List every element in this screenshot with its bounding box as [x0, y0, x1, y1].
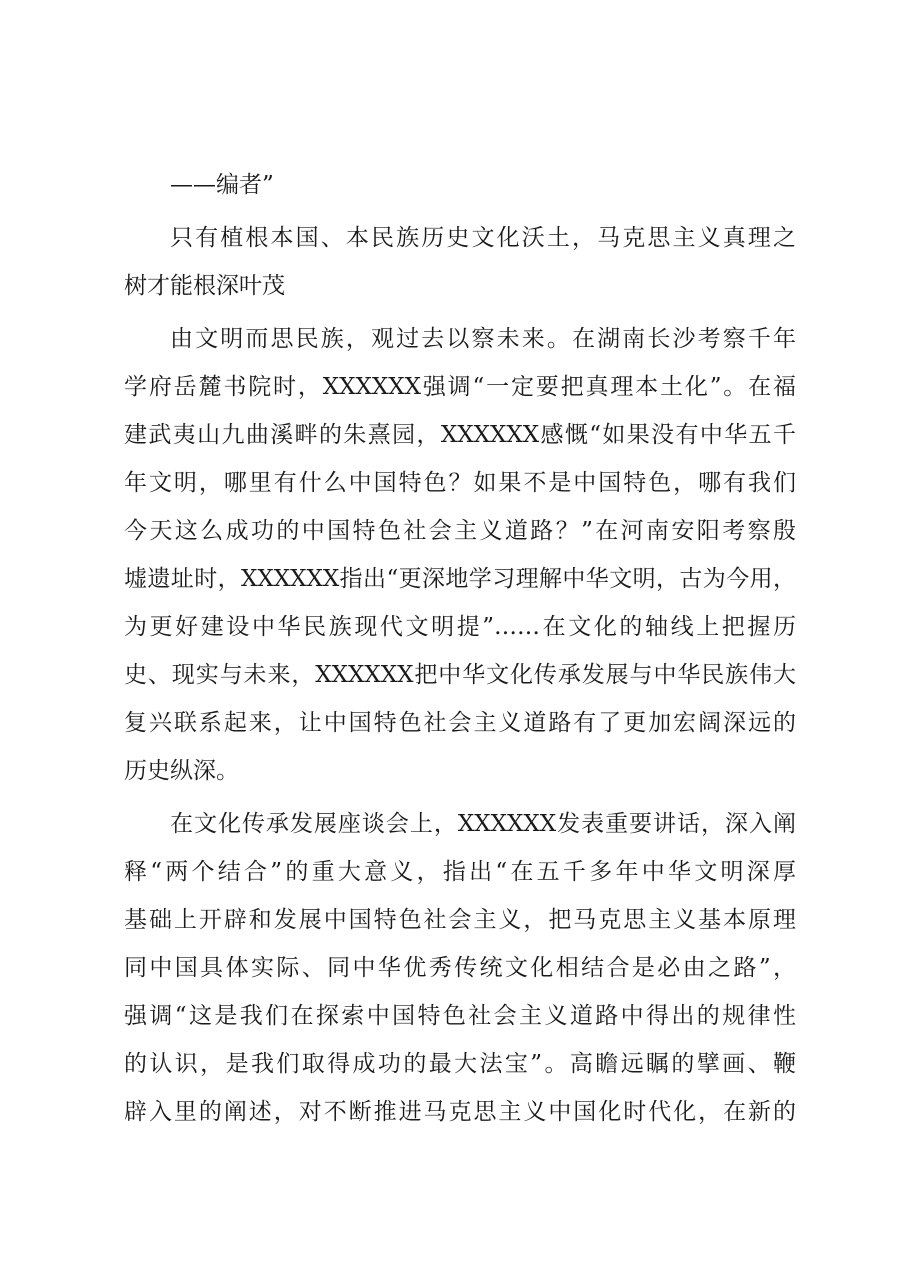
paragraph-heading [124, 214, 796, 310]
text-line: 年文明，哪里有什么中国特色？如果不是中国特色，哪有我们 [124, 470, 796, 496]
text-line: 同中国具体实际、同中华优秀传统文化相结合是必由之路”， [124, 955, 796, 981]
text-line: 在文化传承发展座谈会上，XXXXXX发表重要讲话，深入阐 [170, 811, 796, 837]
text-line: 树才能根深叶茂 [124, 273, 285, 299]
text-line: 历史纵深。 [124, 758, 239, 784]
text-line: 强调“这是我们在探索中国特色社会主义道路中得出的规律性 [124, 1003, 796, 1029]
text-line: 基础上开辟和发展中国特色社会主义，把马克思主义基本原理 [124, 907, 796, 933]
text-line: 墟遗址时，XXXXXX指出“更深地学习理解中华文明，古为今用， [124, 566, 796, 592]
text-line: 辟入里的阐述，对不断推进马克思主义中国化时代化，在新的 [124, 1099, 796, 1125]
document-body [124, 161, 796, 1136]
text-line: 只有植根本国、本民族历史文化沃土，马克思主义真理之 [170, 225, 796, 251]
text-line: 建武夷山九曲溪畔的朱熹园，XXXXXX感慨“如果没有中华五千 [124, 422, 796, 448]
text-line: ——编者” [170, 172, 274, 198]
paragraph-editor-note [124, 161, 796, 209]
text-line: 的认识，是我们取得成功的最大法宝”。高瞻远瞩的擘画、鞭 [124, 1051, 796, 1077]
text-line: 今天这么成功的中国特色社会主义道路？”在河南安阳考察殷 [124, 518, 796, 544]
text-line: 由文明而思民族，观过去以察未来。在湖南长沙考察千年 [170, 326, 796, 352]
paragraph-body [124, 800, 796, 1136]
text-line: 释“两个结合”的重大意义，指出“在五千多年中华文明深厚 [124, 859, 796, 885]
text-line: 复兴联系起来，让中国特色社会主义道路有了更加宏阔深远的 [124, 710, 796, 736]
paragraph-body [124, 315, 796, 795]
text-line: 学府岳麓书院时，XXXXXX强调“一定要把真理本土化”。在福 [124, 374, 796, 400]
text-line: 为更好建设中华民族现代文明提”……在文化的轴线上把握历 [124, 614, 796, 640]
text-line: 史、现实与未来，XXXXXX把中华文化传承发展与中华民族伟大 [124, 662, 796, 688]
